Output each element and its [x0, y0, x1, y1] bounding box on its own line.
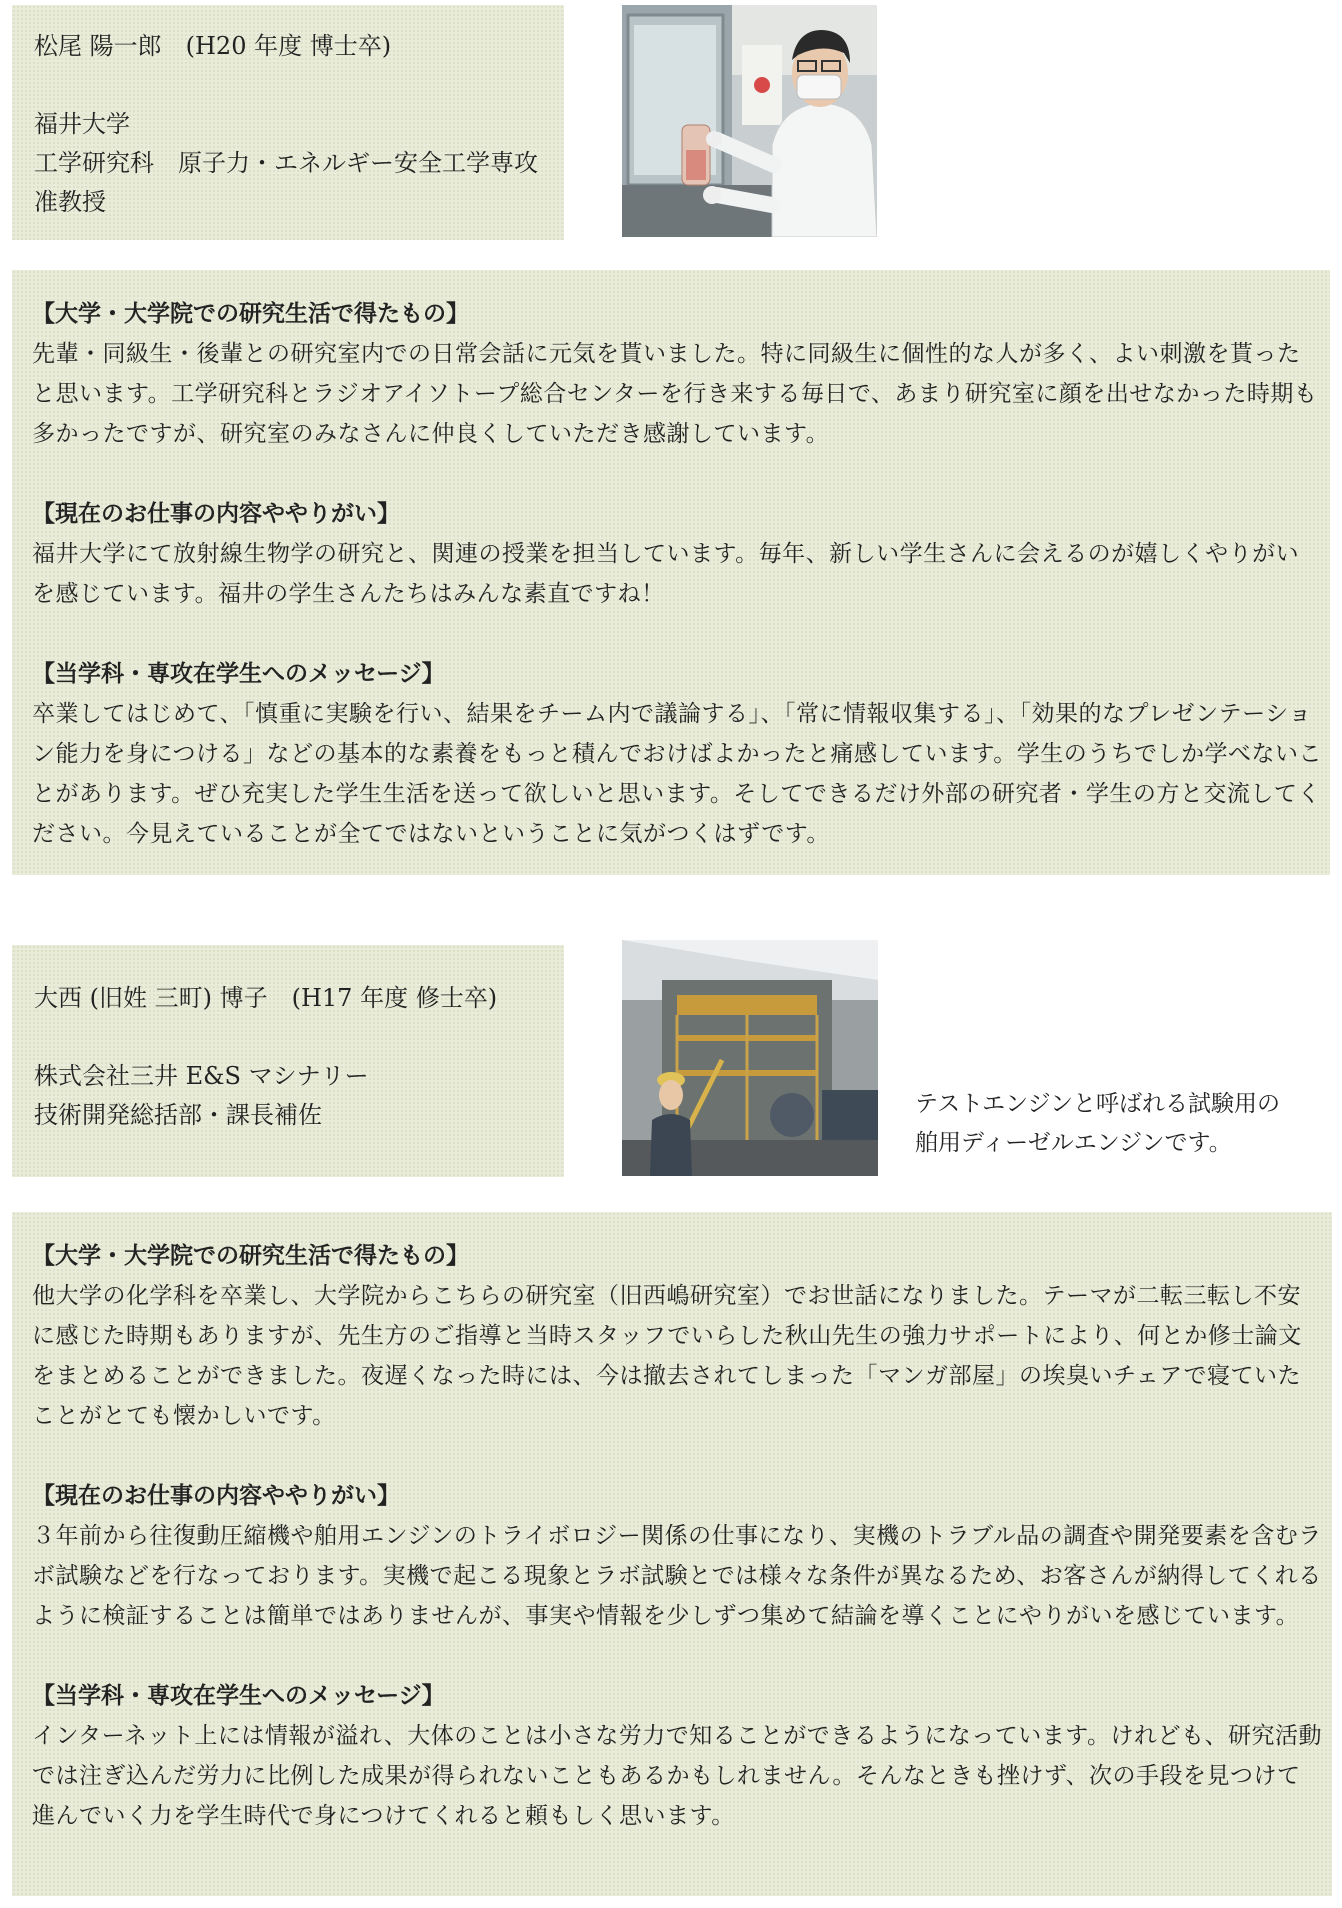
- test-engine-photo: [622, 940, 878, 1176]
- section-text: 福井大学にて放射線生物学の研究と、関連の授業を担当しています。毎年、新しい学生さんに会えるのが嬉しくやりがいを感じています。福井の学生さんたちはみんな素直ですね！: [32, 541, 1300, 607]
- section-text: インターネット上には情報が溢れ、大体のことは小さな労力で知ることができるようになっています。けれども、研究活動では注ぎ込んだ労力に比例した成果が得られないこともあるかもしれません。そんなときも挫けず、次の手段を見つけて進んでいく力を学生時代で身につけてくれると頼もしく思います。: [32, 1723, 1322, 1829]
- affiliation-line: 福井大学: [34, 110, 130, 138]
- interview-panel-2: [12, 1212, 1332, 1896]
- section-text: 先輩・同級生・後輩との研究室内での日常会話に元気を貰いました。特に同級生に個性的な人が多く、よい刺激を貰ったと思います。工学研究科とラジオアイソトープ総合センターを行き来する毎日で、あまり研究室に顔を出せなかった時期も多かったですが、研究室のみなさんに仲良くしていただき感謝しています。: [32, 341, 1318, 447]
- section-heading: 【現在のお仕事の内容ややりがい】: [32, 500, 400, 527]
- section-heading: 【大学・大学院での研究生活で得たもの】: [32, 1242, 469, 1269]
- affiliation-line: 工学研究科 原子力・エネルギー安全工学専攻: [34, 149, 538, 177]
- section-text: ３年前から往復動圧縮機や舶用エンジンのトライボロジー関係の仕事になり、実機のトラブル品の調査や開発要素を含むラボ試験などを行なっております。実機で起こる現象とラボ試験とでは様々な条件が異なるため、お客さんが納得してくれるように検証することは簡単ではありませんが、事実や情報を少しずつ集めて結論を導くことにやりがいを感じています。: [32, 1523, 1322, 1629]
- profile-panel-1: [12, 5, 564, 240]
- person-name: 松尾 陽一郎 (H20 年度 博士卒): [34, 32, 392, 60]
- affiliation-line: 株式会社三井 E&S マシナリー: [34, 1062, 369, 1090]
- section-heading: 【当学科・専攻在学生へのメッセージ】: [32, 1682, 445, 1709]
- lab-researcher-photo: [622, 5, 877, 237]
- section-heading: 【現在のお仕事の内容ややりがい】: [32, 1482, 400, 1509]
- interview-panel-1: [12, 270, 1330, 875]
- profile-panel-2: [12, 945, 564, 1177]
- section-heading: 【当学科・専攻在学生へのメッセージ】: [32, 660, 445, 687]
- section-text: 卒業してはじめて、「慎重に実験を行い、結果をチーム内で議論する」、「常に情報収集する」、「効果的なプレゼンテーション能力を身につける」などの基本的な素養をもっと積んでおけばよかったと痛感しています。学生のうちでしか学べないことがあります。ぜひ充実した学生生活を送って欲しいと思います。そしてできるだけ外部の研究者・学生の方と交流してください。今見えていることが全てではないということに気がつくはずです。: [32, 701, 1322, 847]
- section-heading: 【大学・大学院での研究生活で得たもの】: [32, 300, 469, 327]
- affiliation-line: 准教授: [34, 188, 106, 216]
- caption-line: 舶用ディーゼルエンジンです。: [915, 1130, 1232, 1156]
- affiliation-line: 技術開発総括部・課長補佐: [34, 1101, 322, 1129]
- section-text: 他大学の化学科を卒業し、大学院からこちらの研究室（旧西嶋研究室）でお世話になりました。テーマが二転三転し不安に感じた時期もありますが、先生方のご指導と当時スタッフでいらした秋山先生の強力サポートにより、何とか修士論文をまとめることができました。夜遅くなった時には、今は撤去されてしまった「マンガ部屋」の埃臭いチェアで寝ていたことがとても懐かしいです。: [32, 1283, 1302, 1429]
- photo-caption: [915, 1085, 1280, 1163]
- caption-line: テストエンジンと呼ばれる試験用の: [915, 1091, 1281, 1117]
- person-name: 大西 (旧姓 三町) 博子 (H17 年度 修士卒): [34, 984, 498, 1012]
